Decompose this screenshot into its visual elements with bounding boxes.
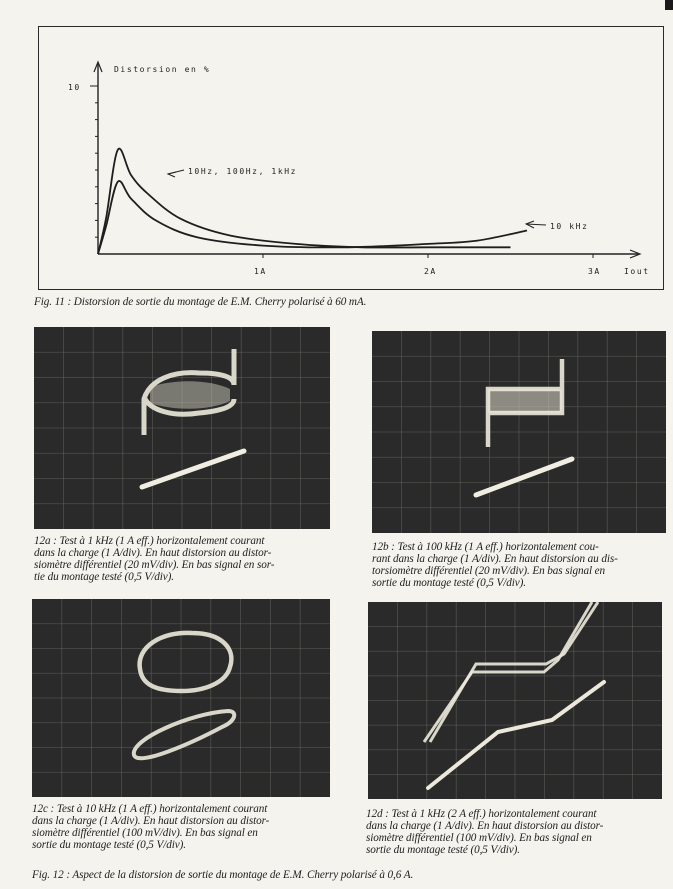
scope-12c-graphic bbox=[32, 599, 330, 797]
oscilloscope-12b bbox=[372, 331, 666, 533]
legend-label-a: 10Hz, 100Hz, 1kHz bbox=[188, 167, 298, 176]
scope-12d-grid bbox=[368, 602, 662, 799]
scope-12c-output-trace bbox=[134, 711, 234, 758]
x-tick-label-3a: 3A bbox=[588, 267, 601, 276]
oscilloscope-12c bbox=[32, 599, 330, 797]
caption-12d-line-2: dans la charge (1 A/div). En haut distorsion au distor- bbox=[366, 820, 604, 832]
caption-12b-line-1: 12b : Test à 100 kHz (1 A eff.) horizontalement cou- bbox=[372, 541, 599, 553]
legend-leader-b bbox=[526, 224, 546, 225]
figure-11-chart bbox=[38, 26, 664, 290]
x-tick-label-1a: 1A bbox=[254, 267, 267, 276]
caption-12d bbox=[366, 808, 603, 856]
y-tick-label-10: 10 bbox=[68, 83, 81, 92]
oscilloscope-12a bbox=[34, 327, 330, 529]
page-edge-mark bbox=[665, 0, 673, 10]
caption-12a-line-1: 12a : Test à 1 kHz (1 A eff.) horizontalement courant bbox=[34, 535, 265, 547]
caption-12a-line-3: siomètre différentiel (20 mV/div). En bas signal en sor- bbox=[34, 559, 275, 571]
caption-12c-line-1: 12c : Test à 10 kHz (1 A eff.) horizontalement courant bbox=[32, 803, 268, 815]
caption-12d-line-1: 12d : Test à 1 kHz (2 A eff.) horizontalement courant bbox=[366, 808, 597, 820]
curve-10khz bbox=[98, 181, 527, 254]
caption-12c-line-4: sortie du montage testé (0,5 V/div). bbox=[32, 839, 186, 851]
figure-12-caption: Fig. 12 : Aspect de la distorsion de sortie du montage de E.M. Cherry polarisé à 0,6 A. bbox=[32, 869, 414, 881]
caption-12d-line-3: siomètre différentiel (100 mV/div). En bas signal en bbox=[366, 832, 592, 844]
legend-label-b: 10 kHz bbox=[550, 222, 589, 231]
scope-12a-grid bbox=[34, 327, 330, 529]
curve-10hz-100hz-1khz bbox=[98, 149, 511, 254]
caption-12b-line-3: torsiomètre différentiel (20 mV/div). En bas signal en bbox=[372, 565, 606, 577]
y-axis-label: Distorsion en % bbox=[114, 65, 211, 74]
scope-12b-output-trace bbox=[476, 459, 572, 495]
figure-11-caption: Fig. 11 : Distorsion de sortie du montage de E.M. Cherry polarisé à 60 mA. bbox=[34, 296, 367, 308]
caption-12a bbox=[34, 535, 274, 583]
scope-12d-graphic bbox=[368, 602, 662, 799]
caption-12c bbox=[32, 803, 269, 851]
scope-12b-graphic bbox=[372, 331, 666, 533]
x-axis-label: Iout bbox=[624, 267, 650, 276]
caption-12c-line-2: dans la charge (1 A/div). En haut distorsion au distor- bbox=[32, 815, 270, 827]
scope-12c-grid bbox=[32, 599, 330, 797]
caption-12a-line-2: dans la charge (1 A/div). En haut distorsion au distor- bbox=[34, 547, 272, 559]
caption-12d-line-4: sortie du montage testé (0,5 V/div). bbox=[366, 844, 520, 856]
scope-12a-graphic bbox=[34, 327, 330, 529]
scope-12d-distortion-trace bbox=[424, 602, 592, 742]
scope-12c-distortion-trace bbox=[140, 633, 232, 691]
oscilloscope-12d bbox=[368, 602, 662, 799]
caption-12b-line-4: sortie du montage testé (0,5 V/div). bbox=[372, 577, 526, 589]
scope-12b-grid bbox=[372, 331, 666, 533]
caption-12b bbox=[372, 541, 618, 589]
caption-12c-line-3: siomètre différentiel (100 mV/div). En bas signal en bbox=[32, 827, 258, 839]
x-tick-label-2a: 2A bbox=[424, 267, 437, 276]
caption-12b-line-2: rant dans la charge (1 A/div). En haut distorsion au dis- bbox=[372, 553, 618, 565]
caption-12a-line-4: tie du montage testé (0,5 V/div). bbox=[34, 571, 174, 583]
scope-12a-output-trace bbox=[142, 451, 244, 487]
